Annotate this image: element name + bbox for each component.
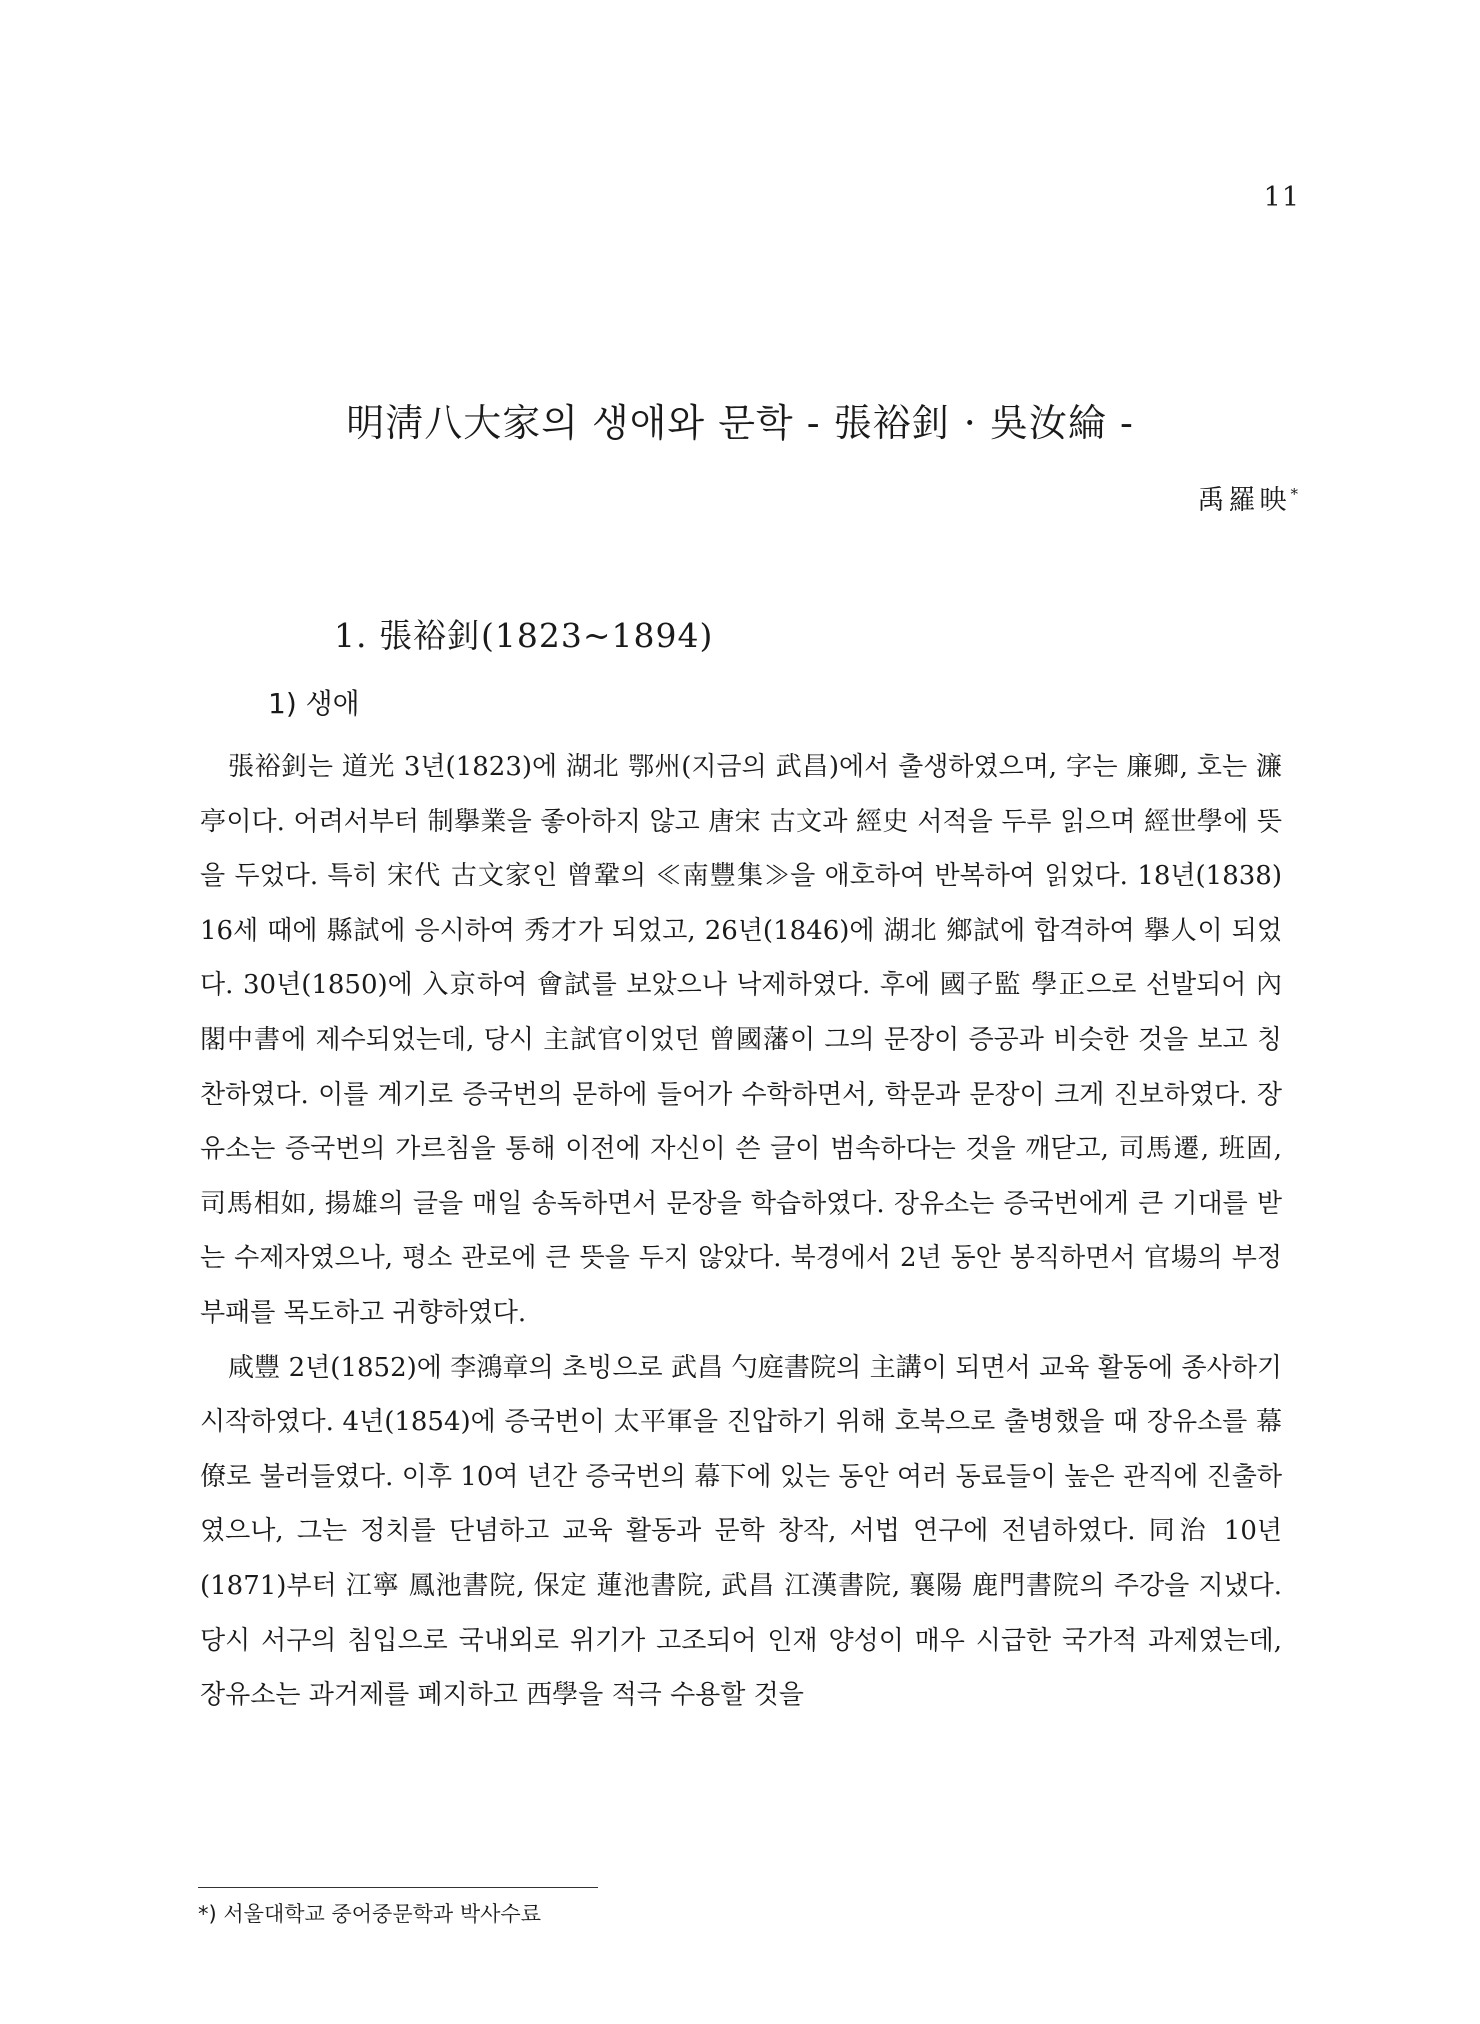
author-name: 禹羅映 xyxy=(1197,485,1291,516)
subheading: 1) 생애 xyxy=(268,687,360,720)
author-footnote-mark: * xyxy=(1290,485,1298,503)
paragraph-2: 咸豐 2년(1852)에 李鴻章의 초빙으로 武昌 勺庭書院의 主講이 되면서 교육 활동에 종사하기 시작하였다. 4년(1854)에 증국번이 太平軍을 진압하기 위해 호북으로 출병했을 때 장유소를 幕僚로 불러들였다. 이후 10여 년간 증국번의 幕下에 있는 동안 여러 동료들이 높은 관직에 진출하였으나, 그는 정치를 단념하고 교육 활동과 문학 창작, 서법 연구에 전념하였다. 同治 10년(1871)부터 江寧 鳳池書院, 保定 蓮池書院, 武昌 江漢書院, 襄陽 鹿門書院의 주강을 지냈다. 당시 서구의 침입으로 국내외로 위기가 고조되어 인재 양성이 매우 시급한 국가적 과제였는데, 장유소는 과거제를 폐지하고 西學을 적극 수용할 것을 xyxy=(200,1352,1282,1711)
footnote: *) 서울대학교 중어중문학과 박사수료 xyxy=(198,1902,542,1926)
paper-title: 明淸八大家의 생애와 문학 - 張裕釗 · 吳汝綸 - xyxy=(346,401,1134,445)
page-number: 11 xyxy=(1263,182,1300,213)
paragraph-1: 張裕釗는 道光 3년(1823)에 湖北 鄂州(지금의 武昌)에서 출생하였으며, 字는 廉卿, 호는 濂亭이다. 어려서부터 制擧業을 좋아하지 않고 唐宋 古文과 經史 서적을 두루 읽으며 經世學에 뜻을 두었다. 특히 宋代 古文家인 曾鞏의 ≪南豐集≫을 애호하여 반복하여 읽었다. 18년(1838) 16세 때에 縣試에 응시하여 秀才가 되었고, 26년(1846)에 湖北 鄉試에 합격하여 擧人이 되었다. 30년(1850)에 入京하여 會試를 보았으나 낙제하였다. 후에 國子監 學正으로 선발되어 內閣中書에 제수되었는데, 당시 主試官이었던 曾國藩이 그의 문장이 증공과 비슷한 것을 보고 칭찬하였다. 이를 계기로 증국번의 문하에 들어가 수학하면서, 학문과 문장이 크게 진보하였다. 장유소는 증국번의 가르침을 통해 이전에 자신이 쓴 글이 범속하다는 것을 깨닫고, 司馬遷, 班固, 司馬相如, 揚雄의 글을 매일 송독하면서 문장을 학습하였다. 장유소는 증국번에게 큰 기대를 받는 수제자였으나, 평소 관로에 큰 뜻을 두지 않았다. 북경에서 2년 동안 봉직하면서 官場의 부정부패를 목도하고 귀향하였다. xyxy=(200,752,1282,1328)
body-text xyxy=(200,740,1282,1723)
section-heading: 1. 張裕釗(1823~1894) xyxy=(334,616,714,655)
author-line xyxy=(1198,478,1299,517)
footnote-divider xyxy=(198,1887,598,1888)
